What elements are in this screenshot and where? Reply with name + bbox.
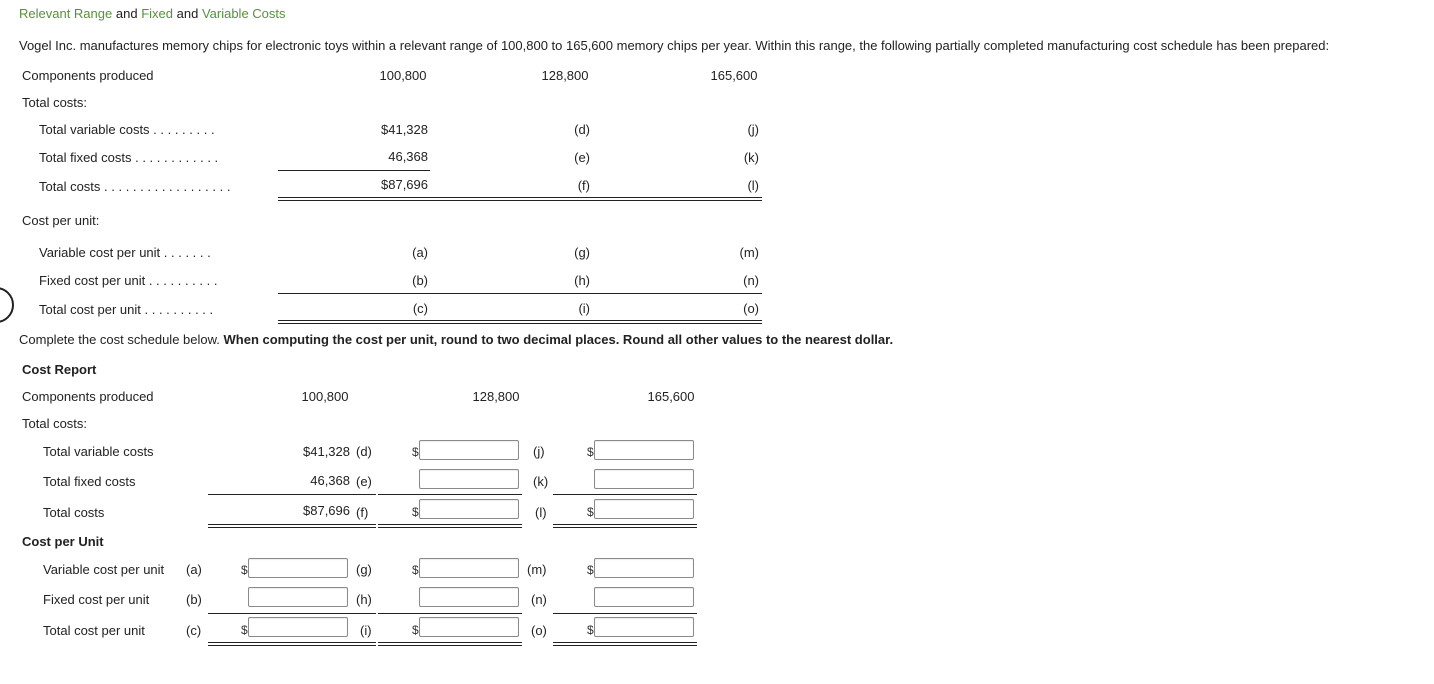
title-link-variable-costs: Variable Costs xyxy=(201,6,286,21)
report-tag: (h) xyxy=(356,592,372,607)
schedule-cell: (h) xyxy=(574,273,590,288)
input-field[interactable] xyxy=(595,559,693,577)
input-variable-cost-per-unit-128800[interactable] xyxy=(419,558,519,578)
report-tag: (o) xyxy=(531,623,547,638)
input-total-costs-128800[interactable] xyxy=(419,499,519,519)
schedule-cell: (g) xyxy=(574,245,590,260)
report-tag: (a) xyxy=(186,562,202,577)
dollar-sign: $ xyxy=(587,445,594,459)
divider xyxy=(278,170,430,171)
schedule-cell: (e) xyxy=(574,150,590,165)
input-field[interactable] xyxy=(420,470,518,488)
cost-report-title: Cost Report xyxy=(22,362,97,377)
report-tag: (b) xyxy=(186,592,202,607)
double-divider xyxy=(378,642,522,646)
dollar-sign: $ xyxy=(587,563,594,577)
schedule-cell: (n) xyxy=(743,273,759,288)
schedule-col-header: 100,800 xyxy=(379,68,427,83)
schedule-cell: (f) xyxy=(577,178,590,193)
instructions-text: Complete the cost schedule below. xyxy=(19,332,224,347)
schedule-components-label: Components produced xyxy=(22,68,154,83)
schedule-cell: (d) xyxy=(574,122,590,137)
input-fixed-cost-per-unit-128800[interactable] xyxy=(419,587,519,607)
report-tag: (f) xyxy=(356,505,369,520)
report-tag: (d) xyxy=(356,444,372,459)
double-divider xyxy=(553,524,697,528)
input-total-cost-per-unit-128800[interactable] xyxy=(419,617,519,637)
input-variable-cost-per-unit-165600[interactable] xyxy=(594,558,694,578)
schedule-row-label: Total variable costs . . . . . . . . . xyxy=(39,122,215,137)
schedule-cell: (b) xyxy=(412,273,428,288)
report-tag: (c) xyxy=(186,623,202,638)
divider xyxy=(208,494,376,495)
input-fixed-cost-per-unit-165600[interactable] xyxy=(594,587,694,607)
schedule-cost-per-unit-label: Cost per unit: xyxy=(22,213,100,228)
schedule-unit-label: Total cost per unit . . . . . . . . . . xyxy=(39,302,214,317)
schedule-col-header: 165,600 xyxy=(710,68,758,83)
report-tag: (g) xyxy=(356,562,372,577)
dollar-sign: $ xyxy=(241,623,248,637)
input-variable-cost-per-unit-100800[interactable] xyxy=(248,558,348,578)
report-col-header: 165,600 xyxy=(647,389,695,404)
input-total-variable-costs-128800[interactable] xyxy=(419,440,519,460)
input-total-costs-165600[interactable] xyxy=(594,499,694,519)
schedule-cell: (o) xyxy=(743,301,759,316)
schedule-cell: (j) xyxy=(747,122,759,137)
page-title xyxy=(19,6,286,21)
report-unit-label: Variable cost per unit xyxy=(43,562,165,577)
instructions xyxy=(19,332,893,347)
double-divider xyxy=(278,197,762,201)
dollar-sign: $ xyxy=(412,505,419,519)
input-total-fixed-costs-128800[interactable] xyxy=(419,469,519,489)
input-field[interactable] xyxy=(249,588,347,606)
report-col-header: 100,800 xyxy=(301,389,349,404)
dollar-sign: $ xyxy=(241,563,248,577)
input-field[interactable] xyxy=(420,618,518,636)
schedule-cell: (i) xyxy=(578,301,590,316)
report-given-value: $41,328 xyxy=(303,444,350,459)
report-tag: (l) xyxy=(535,505,547,520)
instructions-bold: When computing the cost per unit, round to two decimal places. Round all other values to the nearest dollar. xyxy=(223,332,894,347)
divider xyxy=(378,494,522,495)
divider xyxy=(378,613,522,614)
schedule-cell: (m) xyxy=(739,245,759,260)
title-link-fixed: Fixed xyxy=(141,6,173,21)
dollar-sign: $ xyxy=(412,563,419,577)
title-and: and xyxy=(176,6,199,21)
input-field[interactable] xyxy=(595,618,693,636)
report-unit-label: Total cost per unit xyxy=(43,623,145,638)
report-tag: (i) xyxy=(360,623,372,638)
input-total-fixed-costs-165600[interactable] xyxy=(594,469,694,489)
title-link-relevant-range: Relevant Range xyxy=(19,6,113,21)
report-components-label: Components produced xyxy=(22,389,154,404)
input-field[interactable] xyxy=(595,470,693,488)
title-and: and xyxy=(115,6,138,21)
schedule-unit-label: Variable cost per unit . . . . . . . xyxy=(39,245,211,260)
divider xyxy=(553,613,697,614)
report-tag: (n) xyxy=(531,592,547,607)
divider xyxy=(278,293,762,294)
input-field[interactable] xyxy=(595,588,693,606)
report-tag: (e) xyxy=(356,474,372,489)
double-divider xyxy=(208,524,376,528)
cost-per-unit-title: Cost per Unit xyxy=(22,534,104,549)
dollar-sign: $ xyxy=(412,623,419,637)
double-divider xyxy=(553,642,697,646)
input-field[interactable] xyxy=(595,441,693,459)
report-tag: (k) xyxy=(533,474,549,489)
input-field[interactable] xyxy=(595,500,693,518)
input-field[interactable] xyxy=(249,559,347,577)
double-divider xyxy=(208,642,376,646)
report-given-value: 46,368 xyxy=(310,473,350,488)
report-col-header: 128,800 xyxy=(472,389,520,404)
report-row-label: Total variable costs xyxy=(43,444,154,459)
input-fixed-cost-per-unit-100800[interactable] xyxy=(248,587,348,607)
schedule-col-header: 128,800 xyxy=(541,68,589,83)
schedule-cell: (c) xyxy=(412,301,428,316)
input-total-cost-per-unit-165600[interactable] xyxy=(594,617,694,637)
dollar-sign: $ xyxy=(587,623,594,637)
double-divider xyxy=(378,524,522,528)
divider xyxy=(208,613,376,614)
schedule-unit-label: Fixed cost per unit . . . . . . . . . . xyxy=(39,273,218,288)
side-indicator-circle xyxy=(0,287,14,323)
schedule-cell: 46,368 xyxy=(388,149,428,164)
double-divider xyxy=(278,320,762,324)
report-row-label: Total costs xyxy=(43,505,105,520)
input-field[interactable] xyxy=(420,588,518,606)
schedule-row-label: Total fixed costs . . . . . . . . . . . . xyxy=(39,150,219,165)
input-field[interactable] xyxy=(420,441,518,459)
input-total-cost-per-unit-100800[interactable] xyxy=(248,617,348,637)
dollar-sign: $ xyxy=(412,445,419,459)
schedule-total-costs-label: Total costs: xyxy=(22,95,88,110)
input-field[interactable] xyxy=(420,500,518,518)
input-total-variable-costs-165600[interactable] xyxy=(594,440,694,460)
report-row-label: Total fixed costs xyxy=(43,474,136,489)
input-field[interactable] xyxy=(420,559,518,577)
report-unit-label: Fixed cost per unit xyxy=(43,592,150,607)
schedule-row-label: Total costs . . . . . . . . . . . . . . . . . . xyxy=(39,179,231,194)
schedule-cell: (k) xyxy=(743,150,759,165)
divider xyxy=(553,494,697,495)
report-total-costs-label: Total costs: xyxy=(22,416,88,431)
schedule-cell: $41,328 xyxy=(381,122,428,137)
report-tag: (j) xyxy=(533,444,545,459)
input-field[interactable] xyxy=(249,618,347,636)
schedule-cell: (a) xyxy=(412,245,428,260)
report-tag: (m) xyxy=(527,562,547,577)
schedule-cell: $87,696 xyxy=(381,177,428,192)
dollar-sign: $ xyxy=(587,505,594,519)
report-given-value: $87,696 xyxy=(303,503,350,518)
intro-text: Vogel Inc. manufactures memory chips for electronic toys within a relevant range of 100,800 to 165,600 memory chips per year. Within this range, the following partially completed manufacturing cost schedule has been prepared: xyxy=(19,38,1330,53)
schedule-cell: (l) xyxy=(747,178,759,193)
